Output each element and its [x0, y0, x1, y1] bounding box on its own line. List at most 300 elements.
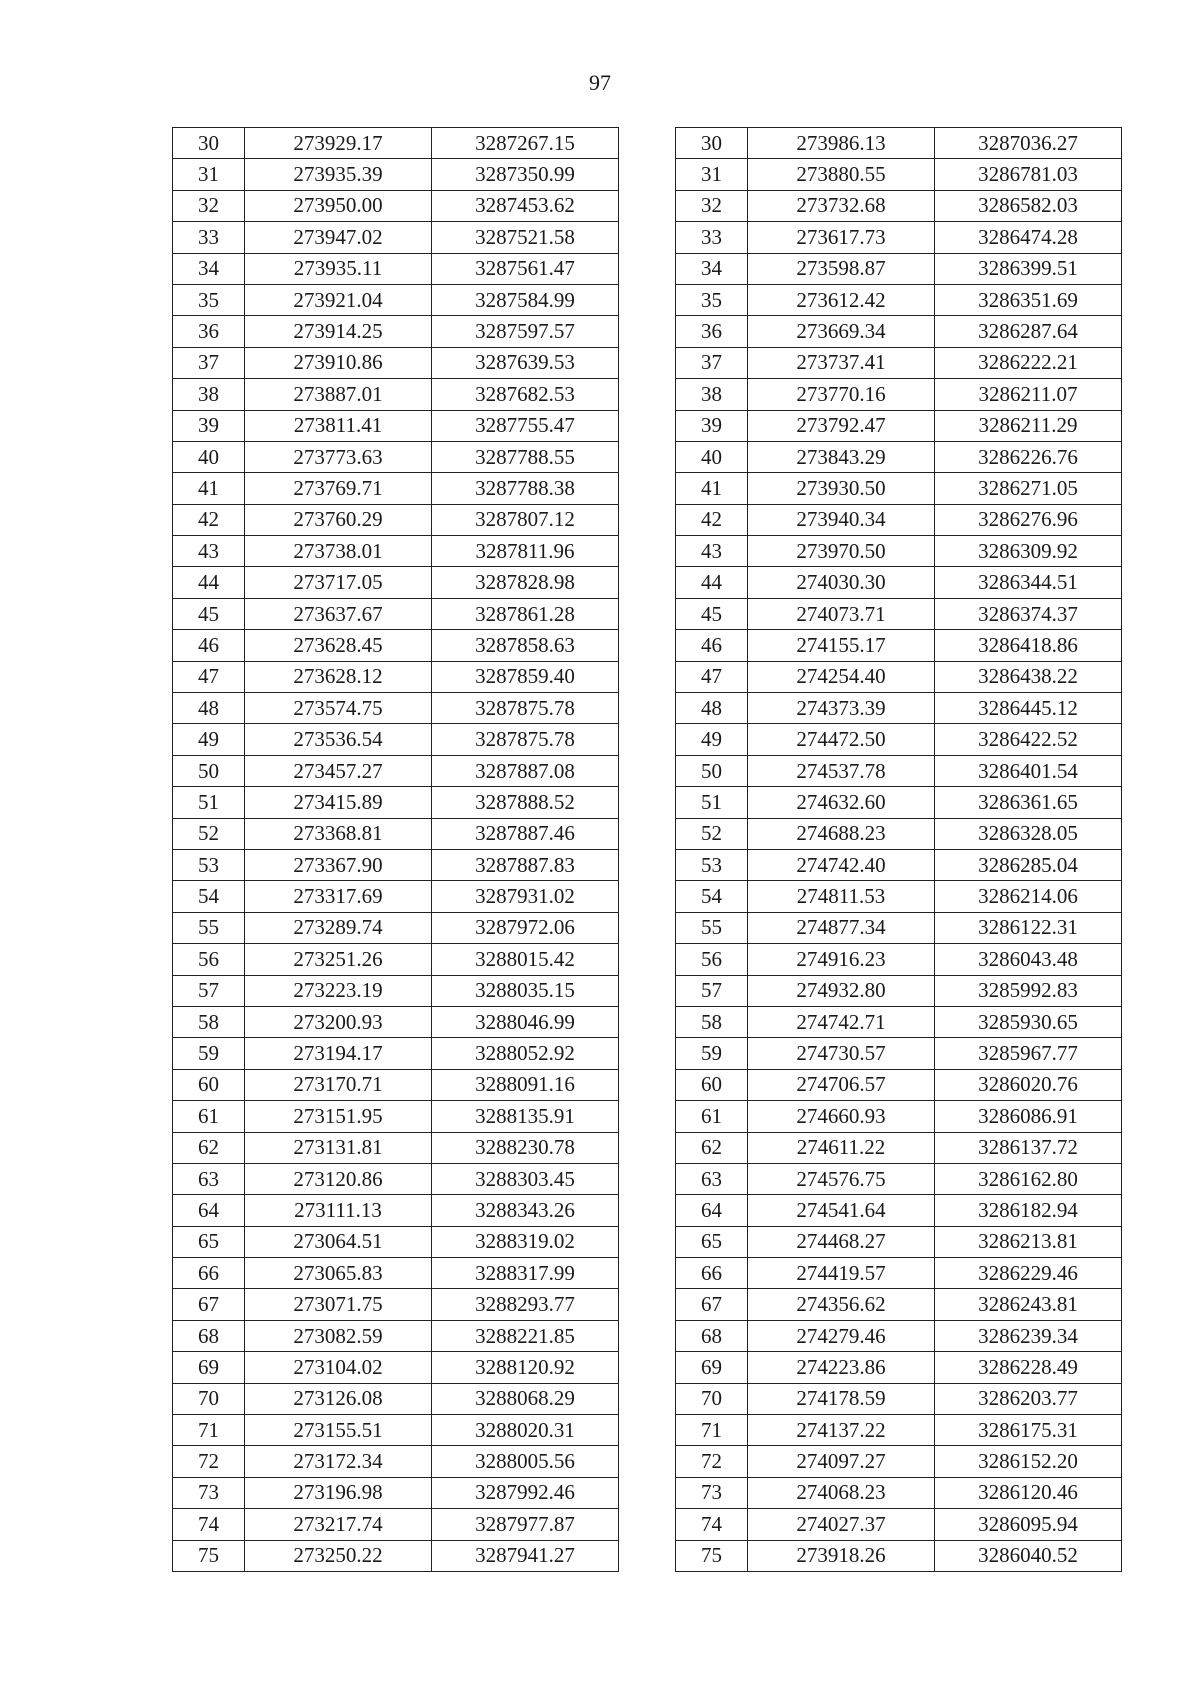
right-y-coordinate: 3286213.81 [935, 1226, 1122, 1257]
left-y-coordinate: 3287941.27 [432, 1540, 619, 1571]
right-x-coordinate: 274932.80 [748, 975, 935, 1006]
right-point-number: 30 [676, 128, 748, 159]
table-row [173, 630, 1122, 661]
right-point-number: 38 [676, 379, 748, 410]
left-y-coordinate: 3287875.78 [432, 724, 619, 755]
left-x-coordinate: 273935.11 [245, 253, 432, 284]
left-y-coordinate: 3288293.77 [432, 1289, 619, 1320]
column-gap [619, 190, 676, 221]
left-x-coordinate: 273071.75 [245, 1289, 432, 1320]
right-point-number: 47 [676, 661, 748, 692]
table-row [173, 536, 1122, 567]
table-row [173, 379, 1122, 410]
right-point-number: 69 [676, 1352, 748, 1383]
left-y-coordinate: 3287875.78 [432, 693, 619, 724]
right-x-coordinate: 273880.55 [748, 159, 935, 190]
right-point-number: 36 [676, 316, 748, 347]
left-x-coordinate: 273196.98 [245, 1477, 432, 1508]
left-x-coordinate: 273717.05 [245, 567, 432, 598]
left-point-number: 74 [173, 1509, 245, 1540]
table-row [173, 693, 1122, 724]
left-y-coordinate: 3287858.63 [432, 630, 619, 661]
right-x-coordinate: 273986.13 [748, 128, 935, 159]
right-x-coordinate: 273732.68 [748, 190, 935, 221]
table-row [173, 881, 1122, 912]
column-gap [619, 661, 676, 692]
right-y-coordinate: 3286474.28 [935, 222, 1122, 253]
right-point-number: 70 [676, 1383, 748, 1414]
column-gap [619, 1352, 676, 1383]
left-y-coordinate: 3288091.16 [432, 1069, 619, 1100]
left-y-coordinate: 3287828.98 [432, 567, 619, 598]
left-x-coordinate: 273120.86 [245, 1163, 432, 1194]
right-x-coordinate: 274916.23 [748, 944, 935, 975]
table-row [173, 1258, 1122, 1289]
column-gap [619, 818, 676, 849]
left-y-coordinate: 3287992.46 [432, 1477, 619, 1508]
table-row [173, 1195, 1122, 1226]
left-x-coordinate: 273628.45 [245, 630, 432, 661]
column-gap [619, 755, 676, 786]
table-row [173, 504, 1122, 535]
right-x-coordinate: 273612.42 [748, 284, 935, 315]
right-point-number: 63 [676, 1163, 748, 1194]
left-point-number: 42 [173, 504, 245, 535]
left-y-coordinate: 3287584.99 [432, 284, 619, 315]
right-x-coordinate: 274742.71 [748, 1006, 935, 1037]
right-y-coordinate: 3286239.34 [935, 1320, 1122, 1351]
column-gap [619, 1320, 676, 1351]
table-row [173, 1006, 1122, 1037]
right-y-coordinate: 3286351.69 [935, 284, 1122, 315]
right-point-number: 67 [676, 1289, 748, 1320]
right-y-coordinate: 3286043.48 [935, 944, 1122, 975]
column-gap [619, 1415, 676, 1446]
right-point-number: 55 [676, 912, 748, 943]
left-y-coordinate: 3288303.45 [432, 1163, 619, 1194]
right-x-coordinate: 274254.40 [748, 661, 935, 692]
right-y-coordinate: 3286401.54 [935, 755, 1122, 786]
table-row [173, 1289, 1122, 1320]
right-point-number: 33 [676, 222, 748, 253]
right-y-coordinate: 3285992.83 [935, 975, 1122, 1006]
right-x-coordinate: 274027.37 [748, 1509, 935, 1540]
left-y-coordinate: 3287682.53 [432, 379, 619, 410]
column-gap [619, 1258, 676, 1289]
left-x-coordinate: 273457.27 [245, 755, 432, 786]
right-point-number: 48 [676, 693, 748, 724]
left-point-number: 62 [173, 1132, 245, 1163]
left-y-coordinate: 3287788.38 [432, 473, 619, 504]
column-gap [619, 1101, 676, 1132]
left-x-coordinate: 273131.81 [245, 1132, 432, 1163]
left-point-number: 36 [173, 316, 245, 347]
left-x-coordinate: 273415.89 [245, 787, 432, 818]
right-y-coordinate: 3286285.04 [935, 849, 1122, 880]
column-gap [619, 944, 676, 975]
right-x-coordinate: 273770.16 [748, 379, 935, 410]
left-point-number: 39 [173, 410, 245, 441]
column-gap [619, 284, 676, 315]
left-y-coordinate: 3288068.29 [432, 1383, 619, 1414]
left-x-coordinate: 273104.02 [245, 1352, 432, 1383]
right-point-number: 37 [676, 347, 748, 378]
right-y-coordinate: 3286344.51 [935, 567, 1122, 598]
left-point-number: 63 [173, 1163, 245, 1194]
table-row [173, 253, 1122, 284]
right-x-coordinate: 273940.34 [748, 504, 935, 535]
right-x-coordinate: 274611.22 [748, 1132, 935, 1163]
left-x-coordinate: 273194.17 [245, 1038, 432, 1069]
right-x-coordinate: 274279.46 [748, 1320, 935, 1351]
coordinates-table [172, 127, 1122, 1572]
right-x-coordinate: 274706.57 [748, 1069, 935, 1100]
right-y-coordinate: 3286222.21 [935, 347, 1122, 378]
right-y-coordinate: 3286243.81 [935, 1289, 1122, 1320]
right-x-coordinate: 274468.27 [748, 1226, 935, 1257]
right-x-coordinate: 274137.22 [748, 1415, 935, 1446]
right-y-coordinate: 3286276.96 [935, 504, 1122, 535]
right-point-number: 49 [676, 724, 748, 755]
column-gap [619, 473, 676, 504]
right-y-coordinate: 3286228.49 [935, 1352, 1122, 1383]
left-point-number: 38 [173, 379, 245, 410]
right-y-coordinate: 3286203.77 [935, 1383, 1122, 1414]
right-point-number: 31 [676, 159, 748, 190]
column-gap [619, 1477, 676, 1508]
right-y-coordinate: 3286122.31 [935, 912, 1122, 943]
table-row [173, 1132, 1122, 1163]
left-point-number: 53 [173, 849, 245, 880]
left-point-number: 51 [173, 787, 245, 818]
left-point-number: 60 [173, 1069, 245, 1100]
right-x-coordinate: 274178.59 [748, 1383, 935, 1414]
left-y-coordinate: 3287597.57 [432, 316, 619, 347]
table-row [173, 441, 1122, 472]
left-x-coordinate: 273064.51 [245, 1226, 432, 1257]
left-y-coordinate: 3287561.47 [432, 253, 619, 284]
column-gap [619, 1195, 676, 1226]
table-row [173, 598, 1122, 629]
right-x-coordinate: 273918.26 [748, 1540, 935, 1571]
left-x-coordinate: 273082.59 [245, 1320, 432, 1351]
left-y-coordinate: 3287807.12 [432, 504, 619, 535]
left-y-coordinate: 3288343.26 [432, 1195, 619, 1226]
right-x-coordinate: 274068.23 [748, 1477, 935, 1508]
left-y-coordinate: 3287811.96 [432, 536, 619, 567]
left-point-number: 73 [173, 1477, 245, 1508]
table-row [173, 1446, 1122, 1477]
left-point-number: 61 [173, 1101, 245, 1132]
column-gap [619, 1163, 676, 1194]
right-x-coordinate: 274688.23 [748, 818, 935, 849]
column-gap [619, 693, 676, 724]
table-row [173, 1069, 1122, 1100]
column-gap [619, 724, 676, 755]
right-point-number: 52 [676, 818, 748, 849]
right-point-number: 72 [676, 1446, 748, 1477]
column-gap [619, 379, 676, 410]
left-x-coordinate: 273155.51 [245, 1415, 432, 1446]
right-x-coordinate: 274419.57 [748, 1258, 935, 1289]
left-point-number: 71 [173, 1415, 245, 1446]
table-row [173, 1038, 1122, 1069]
left-point-number: 33 [173, 222, 245, 253]
right-y-coordinate: 3286120.46 [935, 1477, 1122, 1508]
left-point-number: 75 [173, 1540, 245, 1571]
page-number: 97 [589, 70, 611, 95]
right-x-coordinate: 274537.78 [748, 755, 935, 786]
left-x-coordinate: 273760.29 [245, 504, 432, 535]
right-point-number: 43 [676, 536, 748, 567]
left-y-coordinate: 3288005.56 [432, 1446, 619, 1477]
table-row [173, 159, 1122, 190]
left-y-coordinate: 3288230.78 [432, 1132, 619, 1163]
table-row [173, 661, 1122, 692]
left-y-coordinate: 3287267.15 [432, 128, 619, 159]
column-gap [619, 441, 676, 472]
right-x-coordinate: 273669.34 [748, 316, 935, 347]
left-point-number: 37 [173, 347, 245, 378]
left-y-coordinate: 3287861.28 [432, 598, 619, 629]
table-row [173, 1320, 1122, 1351]
table-row [173, 1101, 1122, 1132]
left-y-coordinate: 3287639.53 [432, 347, 619, 378]
column-gap [619, 598, 676, 629]
left-point-number: 58 [173, 1006, 245, 1037]
right-point-number: 35 [676, 284, 748, 315]
right-point-number: 40 [676, 441, 748, 472]
column-gap [619, 1038, 676, 1069]
right-point-number: 53 [676, 849, 748, 880]
left-point-number: 67 [173, 1289, 245, 1320]
right-x-coordinate: 273617.73 [748, 222, 935, 253]
right-y-coordinate: 3286095.94 [935, 1509, 1122, 1540]
left-x-coordinate: 273065.83 [245, 1258, 432, 1289]
table-row [173, 473, 1122, 504]
left-y-coordinate: 3287972.06 [432, 912, 619, 943]
left-y-coordinate: 3288035.15 [432, 975, 619, 1006]
left-point-number: 48 [173, 693, 245, 724]
right-y-coordinate: 3286211.29 [935, 410, 1122, 441]
right-y-coordinate: 3285967.77 [935, 1038, 1122, 1069]
right-y-coordinate: 3286086.91 [935, 1101, 1122, 1132]
right-point-number: 65 [676, 1226, 748, 1257]
right-point-number: 51 [676, 787, 748, 818]
left-point-number: 49 [173, 724, 245, 755]
left-y-coordinate: 3288319.02 [432, 1226, 619, 1257]
right-point-number: 75 [676, 1540, 748, 1571]
right-x-coordinate: 273598.87 [748, 253, 935, 284]
right-y-coordinate: 3286445.12 [935, 693, 1122, 724]
left-point-number: 46 [173, 630, 245, 661]
left-x-coordinate: 273151.95 [245, 1101, 432, 1132]
column-gap [619, 504, 676, 535]
right-x-coordinate: 274742.40 [748, 849, 935, 880]
left-point-number: 56 [173, 944, 245, 975]
right-point-number: 74 [676, 1509, 748, 1540]
table-row [173, 1226, 1122, 1257]
right-point-number: 50 [676, 755, 748, 786]
right-point-number: 71 [676, 1415, 748, 1446]
right-y-coordinate: 3286418.86 [935, 630, 1122, 661]
left-point-number: 68 [173, 1320, 245, 1351]
left-x-coordinate: 273929.17 [245, 128, 432, 159]
right-x-coordinate: 273792.47 [748, 410, 935, 441]
right-x-coordinate: 274097.27 [748, 1446, 935, 1477]
right-y-coordinate: 3286020.76 [935, 1069, 1122, 1100]
table-row [173, 316, 1122, 347]
column-gap [619, 1446, 676, 1477]
left-point-number: 32 [173, 190, 245, 221]
left-y-coordinate: 3287887.08 [432, 755, 619, 786]
table-row [173, 755, 1122, 786]
table-row [173, 1383, 1122, 1414]
right-y-coordinate: 3286226.76 [935, 441, 1122, 472]
left-y-coordinate: 3287453.62 [432, 190, 619, 221]
right-x-coordinate: 274472.50 [748, 724, 935, 755]
column-gap [619, 975, 676, 1006]
left-point-number: 31 [173, 159, 245, 190]
left-point-number: 30 [173, 128, 245, 159]
right-x-coordinate: 273970.50 [748, 536, 935, 567]
right-point-number: 46 [676, 630, 748, 661]
left-y-coordinate: 3288120.92 [432, 1352, 619, 1383]
right-point-number: 66 [676, 1258, 748, 1289]
table-row [173, 567, 1122, 598]
left-x-coordinate: 273289.74 [245, 912, 432, 943]
right-y-coordinate: 3286374.37 [935, 598, 1122, 629]
right-y-coordinate: 3286309.92 [935, 536, 1122, 567]
right-y-coordinate: 3286175.31 [935, 1415, 1122, 1446]
right-x-coordinate: 274877.34 [748, 912, 935, 943]
table-row [173, 1477, 1122, 1508]
right-y-coordinate: 3286040.52 [935, 1540, 1122, 1571]
right-point-number: 54 [676, 881, 748, 912]
left-y-coordinate: 3288015.42 [432, 944, 619, 975]
column-gap [619, 630, 676, 661]
left-x-coordinate: 273170.71 [245, 1069, 432, 1100]
right-point-number: 68 [676, 1320, 748, 1351]
right-x-coordinate: 274576.75 [748, 1163, 935, 1194]
column-gap [619, 1132, 676, 1163]
left-x-coordinate: 273914.25 [245, 316, 432, 347]
left-point-number: 69 [173, 1352, 245, 1383]
column-gap [619, 1383, 676, 1414]
left-x-coordinate: 273251.26 [245, 944, 432, 975]
table-row [173, 1540, 1122, 1571]
left-x-coordinate: 273223.19 [245, 975, 432, 1006]
column-gap [619, 128, 676, 159]
left-y-coordinate: 3288020.31 [432, 1415, 619, 1446]
left-x-coordinate: 273172.34 [245, 1446, 432, 1477]
column-gap [619, 1069, 676, 1100]
column-gap [619, 347, 676, 378]
left-y-coordinate: 3287788.55 [432, 441, 619, 472]
left-point-number: 47 [173, 661, 245, 692]
left-y-coordinate: 3287888.52 [432, 787, 619, 818]
right-point-number: 41 [676, 473, 748, 504]
left-point-number: 57 [173, 975, 245, 1006]
right-x-coordinate: 273737.41 [748, 347, 935, 378]
right-x-coordinate: 274632.60 [748, 787, 935, 818]
right-y-coordinate: 3286211.07 [935, 379, 1122, 410]
left-y-coordinate: 3287755.47 [432, 410, 619, 441]
table-row [173, 1163, 1122, 1194]
right-point-number: 56 [676, 944, 748, 975]
right-x-coordinate: 274541.64 [748, 1195, 935, 1226]
right-x-coordinate: 274356.62 [748, 1289, 935, 1320]
table-row [173, 347, 1122, 378]
right-point-number: 60 [676, 1069, 748, 1100]
left-point-number: 70 [173, 1383, 245, 1414]
right-y-coordinate: 3286361.65 [935, 787, 1122, 818]
right-y-coordinate: 3287036.27 [935, 128, 1122, 159]
left-x-coordinate: 273367.90 [245, 849, 432, 880]
left-x-coordinate: 273811.41 [245, 410, 432, 441]
left-point-number: 52 [173, 818, 245, 849]
right-point-number: 58 [676, 1006, 748, 1037]
column-gap [619, 787, 676, 818]
right-y-coordinate: 3286582.03 [935, 190, 1122, 221]
left-y-coordinate: 3287521.58 [432, 222, 619, 253]
left-point-number: 41 [173, 473, 245, 504]
right-y-coordinate: 3286422.52 [935, 724, 1122, 755]
left-y-coordinate: 3287887.46 [432, 818, 619, 849]
column-gap [619, 849, 676, 880]
table-row [173, 944, 1122, 975]
left-x-coordinate: 273947.02 [245, 222, 432, 253]
right-y-coordinate: 3286287.64 [935, 316, 1122, 347]
left-x-coordinate: 273910.86 [245, 347, 432, 378]
right-y-coordinate: 3286162.80 [935, 1163, 1122, 1194]
right-point-number: 62 [676, 1132, 748, 1163]
left-x-coordinate: 273111.13 [245, 1195, 432, 1226]
right-point-number: 61 [676, 1101, 748, 1132]
right-point-number: 64 [676, 1195, 748, 1226]
left-y-coordinate: 3287859.40 [432, 661, 619, 692]
left-x-coordinate: 273250.22 [245, 1540, 432, 1571]
column-gap [619, 159, 676, 190]
left-y-coordinate: 3288317.99 [432, 1258, 619, 1289]
table-row [173, 190, 1122, 221]
right-x-coordinate: 274373.39 [748, 693, 935, 724]
table-row [173, 787, 1122, 818]
table-row [173, 724, 1122, 755]
column-gap [619, 1509, 676, 1540]
left-y-coordinate: 3288135.91 [432, 1101, 619, 1132]
left-x-coordinate: 273574.75 [245, 693, 432, 724]
table-row [173, 284, 1122, 315]
left-point-number: 55 [173, 912, 245, 943]
left-point-number: 43 [173, 536, 245, 567]
column-gap [619, 410, 676, 441]
left-x-coordinate: 273536.54 [245, 724, 432, 755]
right-x-coordinate: 274730.57 [748, 1038, 935, 1069]
right-y-coordinate: 3285930.65 [935, 1006, 1122, 1037]
right-x-coordinate: 273843.29 [748, 441, 935, 472]
right-point-number: 34 [676, 253, 748, 284]
right-point-number: 39 [676, 410, 748, 441]
right-point-number: 57 [676, 975, 748, 1006]
right-y-coordinate: 3286229.46 [935, 1258, 1122, 1289]
column-gap [619, 316, 676, 347]
right-x-coordinate: 274223.86 [748, 1352, 935, 1383]
left-point-number: 40 [173, 441, 245, 472]
right-y-coordinate: 3286438.22 [935, 661, 1122, 692]
right-y-coordinate: 3286182.94 [935, 1195, 1122, 1226]
left-x-coordinate: 273317.69 [245, 881, 432, 912]
